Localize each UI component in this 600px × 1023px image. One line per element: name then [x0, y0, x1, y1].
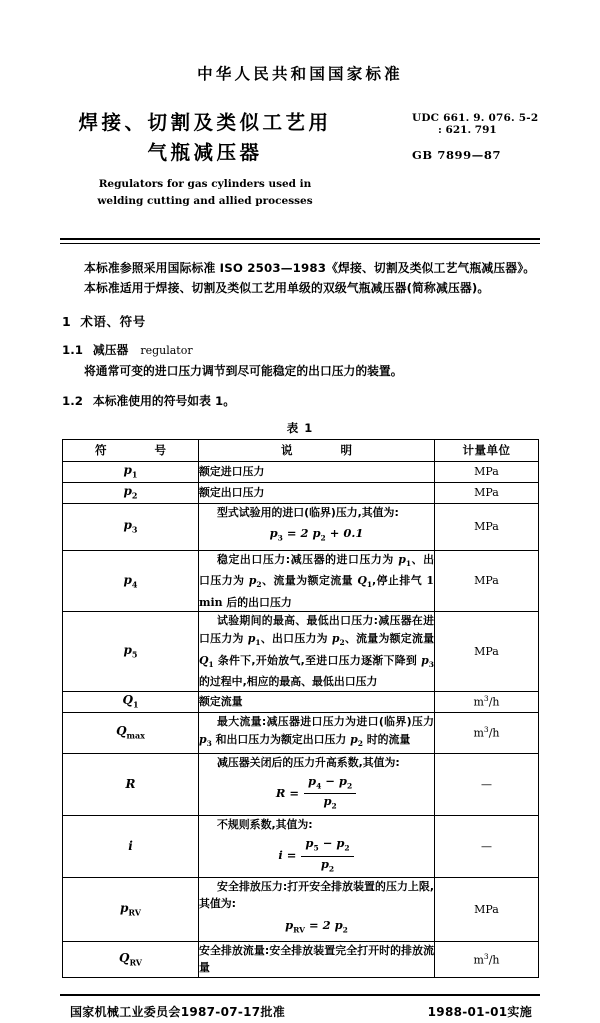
clause-1-2-text: 本标准使用的符号如表 1。 — [92, 393, 235, 408]
row-symbol: $p_{RV}$ — [63, 877, 199, 941]
row-description: 安全排放压力:打开安全排放装置的压力上限,其值为: $p_{RV} = 2$ $p_2$ — [199, 877, 435, 941]
row-unit: MPa — [435, 461, 539, 482]
table-header-row — [63, 439, 539, 461]
formula-i: i = $\frac{p_5 - p_2}{p_2}$ — [199, 837, 434, 875]
clause-1-number: 1 — [62, 313, 72, 329]
clause-1-1-number: 1.1 — [62, 342, 83, 357]
formula-pRV: $p_{RV} = 2$ $p_2$ — [285, 917, 348, 935]
udc-and-standard-number — [412, 112, 587, 162]
document-title-english — [0, 176, 410, 210]
row-symbol: $p_5$ — [63, 612, 199, 691]
row-description: 额定进口压力 — [199, 461, 435, 482]
row-description: 安全排放流量:安全排放装置完全打开时的排放流量 — [199, 941, 435, 977]
row-symbol: $p_1$ — [63, 461, 199, 482]
row-description: 减压器关闭后的压力升高系数,其值为: R = $\frac{p_4 - p_2}{p_2}$ — [199, 753, 435, 815]
row-description: 最大流量:减压器进口压力为进口(临界)压力 $p_3$ 和出口压力为额定出口压力 $p_2$ 时的流量 — [199, 712, 435, 753]
clause-1-2-number: 1.2 — [62, 393, 83, 408]
row-unit: MPa — [435, 612, 539, 691]
title-en-line-2: welding cutting and allied processes — [97, 195, 313, 207]
column-header-symbol: 符 号 — [63, 439, 199, 461]
row-description: 稳定出口压力:减压器的进口压力为 $p_1$、出口压力为 $p_2$、流量为额定流量 $Q_1$,停止排气 1 min 后的出口压力 — [199, 550, 435, 612]
clause-1-1-term: 减压器 — [92, 342, 129, 357]
row-unit: $m^3/h$ — [435, 691, 539, 712]
title-en-line-1: Regulators for gas cylinders used in — [98, 178, 312, 190]
formula-R: R = $\frac{p_4 - p_2}{p_2}$ — [199, 775, 434, 813]
row-unit: $m^3/h$ — [435, 941, 539, 977]
table-row — [63, 712, 539, 753]
table-row — [63, 550, 539, 612]
table-row — [63, 941, 539, 977]
row-symbol: R — [63, 753, 199, 815]
table-row — [63, 612, 539, 691]
row-symbol: $Q_{RV}$ — [63, 941, 199, 977]
clause-1-1-term-english: regulator — [140, 343, 193, 357]
table-caption: 表 1 — [286, 420, 314, 435]
column-header-description: 说 明 — [199, 439, 435, 461]
formula-p3: $p_3 = 2$ $p_2 + 0.1$ — [269, 526, 364, 543]
document-title-chinese — [0, 108, 410, 168]
table-row — [63, 877, 539, 941]
table-row — [63, 503, 539, 550]
row-symbol: $p_2$ — [63, 482, 199, 503]
table-row — [63, 461, 539, 482]
row-description: 试验期间的最高、最低出口压力:减压器在进口压力为 $p_1$、出口压力为 $p_2$、流量为额定流量 $Q_1$ 条件下,开始放气,至进口压力逐渐下降到 $p_3$ 的过程中,相应的最高、最低出口压力 — [199, 612, 435, 691]
footer-rule — [60, 994, 540, 996]
row-unit: MPa — [435, 877, 539, 941]
column-header-unit: 计量单位 — [435, 439, 539, 461]
row-description: 型式试验用的进口(临界)压力,其值为: $p_3 = 2$ $p_2 + 0.1$ — [199, 503, 435, 550]
udc-code-line-2: : 621. 791 — [438, 124, 497, 136]
row-unit: MPa — [435, 503, 539, 550]
intro-section — [62, 258, 538, 298]
table-row — [63, 691, 539, 712]
standard-number: GB 7899—87 — [412, 148, 502, 162]
intro-paragraph-1: 本标准参照采用国际标准 ISO 2503—1983《焊接、切割及类似工艺气瓶减压器》。 — [84, 260, 536, 275]
clause-1-1-heading — [62, 341, 538, 358]
footer — [62, 1003, 538, 1023]
row-unit: MPa — [435, 550, 539, 612]
row-symbol: $p_4$ — [63, 550, 199, 612]
row-description: 额定流量 — [199, 691, 435, 712]
table-row — [63, 753, 539, 815]
title-block — [0, 108, 600, 220]
table-row — [63, 482, 539, 503]
row-unit: — — [435, 815, 539, 877]
footer-effective-date: 1988-01-01实施 — [427, 1004, 532, 1019]
row-unit: $m^3/h$ — [435, 712, 539, 753]
row-unit: — — [435, 753, 539, 815]
clause-1-heading — [62, 312, 538, 330]
udc-code-line-1: UDC 661. 9. 076. 5-2 — [412, 112, 539, 124]
intro-paragraph-2: 本标准适用于焊接、切割及类似工艺用单级的双级气瓶减压器(简称减压器)。 — [84, 280, 490, 295]
header-rule-thick — [60, 238, 540, 240]
row-unit: MPa — [435, 482, 539, 503]
clause-1-title: 术语、符号 — [80, 313, 146, 329]
title-line-1: 焊接、切割及类似工艺用 — [78, 111, 332, 134]
symbols-table — [62, 439, 539, 978]
national-standard-heading: 中华人民共和国国家标准 — [197, 65, 403, 83]
row-description: 额定出口压力 — [199, 482, 435, 503]
row-description: 不规则系数,其值为: i = $\frac{p_5 - p_2}{p_2}$ — [199, 815, 435, 877]
footer-approval-text: 国家机械工业委员会1987-07-17批准 — [70, 1004, 286, 1019]
table-row — [63, 815, 539, 877]
clause-1-2-heading — [62, 392, 538, 409]
title-line-2: 气瓶减压器 — [147, 141, 263, 164]
row-symbol: $p_3$ — [63, 503, 199, 550]
row-symbol: $Q_1$ — [63, 691, 199, 712]
header-rule-thin — [60, 243, 540, 244]
row-symbol: $Q_{max}$ — [63, 712, 199, 753]
clause-1-1-definition: 将通常可变的进口压力调节到尽可能稳定的出口压力的装置。 — [84, 363, 403, 378]
masthead — [0, 0, 600, 84]
row-symbol: i — [63, 815, 199, 877]
